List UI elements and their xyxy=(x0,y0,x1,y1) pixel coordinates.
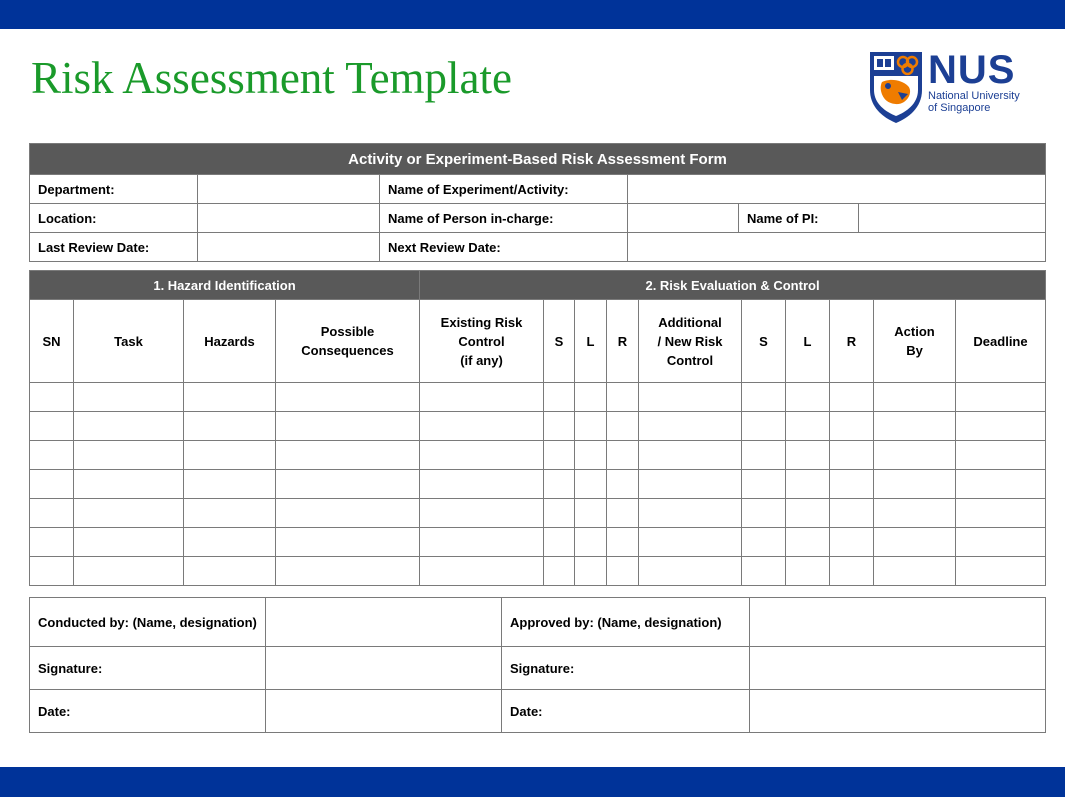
table-cell[interactable] xyxy=(607,557,639,586)
table-cell[interactable] xyxy=(956,441,1046,470)
table-cell[interactable] xyxy=(607,499,639,528)
section-risk-evaluation: 2. Risk Evaluation & Control xyxy=(420,271,1046,300)
table-cell[interactable] xyxy=(786,441,830,470)
table-cell[interactable] xyxy=(544,499,575,528)
section-header-row xyxy=(30,271,1046,300)
table-cell[interactable] xyxy=(276,412,420,441)
table-cell[interactable] xyxy=(639,470,742,499)
col-hazards: Hazards xyxy=(184,300,276,383)
table-cell[interactable] xyxy=(639,557,742,586)
table-cell[interactable] xyxy=(184,528,276,557)
col-consequences: Possible Consequences xyxy=(276,300,420,383)
table-cell[interactable] xyxy=(184,557,276,586)
table-cell[interactable] xyxy=(874,441,956,470)
table-row xyxy=(30,441,1046,470)
table-cell[interactable] xyxy=(830,557,874,586)
pi-label: Name of PI: xyxy=(739,204,859,233)
table-cell[interactable] xyxy=(420,557,544,586)
table-cell[interactable] xyxy=(575,412,607,441)
form-title-row xyxy=(30,144,1046,175)
table-cell[interactable] xyxy=(639,528,742,557)
table-cell[interactable] xyxy=(276,470,420,499)
table-cell[interactable] xyxy=(420,412,544,441)
location-label: Location: xyxy=(30,204,198,233)
table-cell[interactable] xyxy=(30,412,74,441)
form-row xyxy=(30,233,1046,262)
col-additional-control-line: Control xyxy=(666,352,714,368)
date-label-left: Date: xyxy=(30,690,266,733)
table-cell[interactable] xyxy=(742,528,786,557)
bottom-band xyxy=(0,767,1065,797)
table-cell[interactable] xyxy=(607,470,639,499)
col-risk: R xyxy=(607,300,639,383)
table-cell[interactable] xyxy=(830,470,874,499)
table-cell[interactable] xyxy=(956,412,1046,441)
approved-field[interactable] xyxy=(750,598,1046,647)
col-likelihood: L xyxy=(575,300,607,383)
date-label-right: Date: xyxy=(502,690,750,733)
table-cell[interactable] xyxy=(786,383,830,412)
signature-field-left[interactable] xyxy=(266,647,502,690)
table-cell[interactable] xyxy=(607,383,639,412)
table-cell[interactable] xyxy=(30,383,74,412)
table-cell[interactable] xyxy=(575,383,607,412)
conducted-label: Conducted by: (Name, designation) xyxy=(30,598,266,647)
table-cell[interactable] xyxy=(830,499,874,528)
table-cell[interactable] xyxy=(874,528,956,557)
table-cell[interactable] xyxy=(874,383,956,412)
table-cell[interactable] xyxy=(184,441,276,470)
table-cell[interactable] xyxy=(742,383,786,412)
col-residual-risk: R xyxy=(830,300,874,383)
table-cell[interactable] xyxy=(30,528,74,557)
table-cell[interactable] xyxy=(420,441,544,470)
location-field[interactable] xyxy=(198,204,380,233)
department-field[interactable] xyxy=(198,175,380,204)
table-cell[interactable] xyxy=(607,412,639,441)
table-cell[interactable] xyxy=(74,470,184,499)
table-cell[interactable] xyxy=(420,383,544,412)
table-cell[interactable] xyxy=(956,557,1046,586)
col-existing-control-line: (if any) xyxy=(460,352,503,368)
table-cell[interactable] xyxy=(786,470,830,499)
table-cell[interactable] xyxy=(74,499,184,528)
table-cell[interactable] xyxy=(786,499,830,528)
top-band xyxy=(0,0,1065,29)
table-cell[interactable] xyxy=(544,557,575,586)
pi-field[interactable] xyxy=(859,204,1046,233)
conducted-field[interactable] xyxy=(266,598,502,647)
experiment-field[interactable] xyxy=(628,175,1046,204)
table-cell[interactable] xyxy=(830,528,874,557)
form-header-table xyxy=(29,143,1046,262)
col-residual-likelihood: L xyxy=(786,300,830,383)
form-row xyxy=(30,175,1046,204)
next-review-label: Next Review Date: xyxy=(380,233,628,262)
table-cell[interactable] xyxy=(74,528,184,557)
table-row xyxy=(30,557,1046,586)
table-cell[interactable] xyxy=(639,412,742,441)
signoff-row xyxy=(30,598,1046,647)
col-existing-control xyxy=(420,300,544,383)
table-cell[interactable] xyxy=(575,470,607,499)
approved-label: Approved by: (Name, designation) xyxy=(502,598,750,647)
date-field-left[interactable] xyxy=(266,690,502,733)
table-cell[interactable] xyxy=(575,528,607,557)
col-action-by-line: By xyxy=(906,343,923,358)
last-review-field[interactable] xyxy=(198,233,380,262)
table-cell[interactable] xyxy=(830,412,874,441)
table-cell[interactable] xyxy=(276,499,420,528)
logo-line-1: National University xyxy=(928,90,1020,102)
risk-assessment-table xyxy=(29,270,1046,586)
table-cell[interactable] xyxy=(786,412,830,441)
signature-label-right: Signature: xyxy=(502,647,750,690)
col-additional-control xyxy=(639,300,742,383)
table-cell[interactable] xyxy=(544,470,575,499)
table-cell[interactable] xyxy=(956,499,1046,528)
table-cell[interactable] xyxy=(575,441,607,470)
table-cell[interactable] xyxy=(639,441,742,470)
table-cell[interactable] xyxy=(874,499,956,528)
table-cell[interactable] xyxy=(639,499,742,528)
table-cell[interactable] xyxy=(544,441,575,470)
col-sn: SN xyxy=(30,300,74,383)
table-cell[interactable] xyxy=(30,499,74,528)
table-cell[interactable] xyxy=(786,528,830,557)
table-cell[interactable] xyxy=(30,557,74,586)
col-existing-control-line: Existing Risk xyxy=(440,314,523,330)
col-deadline: Deadline xyxy=(956,300,1046,383)
col-existing-control-line: Control xyxy=(458,333,505,349)
table-cell[interactable] xyxy=(830,441,874,470)
col-severity: S xyxy=(544,300,575,383)
table-cell[interactable] xyxy=(184,412,276,441)
table-cell[interactable] xyxy=(420,470,544,499)
table-cell[interactable] xyxy=(956,470,1046,499)
form-title: Activity or Experiment-Based Risk Assessment Form xyxy=(30,144,1046,175)
table-cell[interactable] xyxy=(74,441,184,470)
table-cell[interactable] xyxy=(786,557,830,586)
table-cell[interactable] xyxy=(742,470,786,499)
date-field-right[interactable] xyxy=(750,690,1046,733)
table-cell[interactable] xyxy=(575,557,607,586)
table-cell[interactable] xyxy=(74,557,184,586)
section-hazard-identification: 1. Hazard Identification xyxy=(30,271,420,300)
table-cell[interactable] xyxy=(874,470,956,499)
table-cell[interactable] xyxy=(420,499,544,528)
signoff-table xyxy=(29,597,1046,733)
table-cell[interactable] xyxy=(30,441,74,470)
form-row xyxy=(30,204,1046,233)
table-cell[interactable] xyxy=(742,412,786,441)
table-cell[interactable] xyxy=(74,383,184,412)
person-field[interactable] xyxy=(628,204,739,233)
table-cell[interactable] xyxy=(607,528,639,557)
table-cell[interactable] xyxy=(276,528,420,557)
table-row xyxy=(30,499,1046,528)
assessment-rows xyxy=(30,383,1046,586)
table-cell[interactable] xyxy=(276,383,420,412)
signature-field-right[interactable] xyxy=(750,647,1046,690)
col-residual-severity: S xyxy=(742,300,786,383)
table-cell[interactable] xyxy=(639,383,742,412)
table-cell[interactable] xyxy=(607,441,639,470)
table-cell[interactable] xyxy=(575,499,607,528)
person-label: Name of Person in-charge: xyxy=(380,204,628,233)
table-cell[interactable] xyxy=(874,412,956,441)
table-cell[interactable] xyxy=(956,528,1046,557)
table-cell[interactable] xyxy=(544,528,575,557)
table-cell[interactable] xyxy=(544,412,575,441)
table-cell[interactable] xyxy=(184,470,276,499)
col-action-by xyxy=(874,300,956,383)
table-cell[interactable] xyxy=(420,528,544,557)
last-review-label: Last Review Date: xyxy=(30,233,198,262)
table-cell[interactable] xyxy=(30,470,74,499)
table-cell[interactable] xyxy=(956,383,1046,412)
table-cell[interactable] xyxy=(184,499,276,528)
table-row xyxy=(30,528,1046,557)
signoff-row xyxy=(30,690,1046,733)
table-cell[interactable] xyxy=(742,499,786,528)
nus-logo xyxy=(868,50,1038,125)
col-additional-control-line: Additional xyxy=(658,314,722,330)
table-row xyxy=(30,470,1046,499)
page-title: Risk Assessment Template xyxy=(31,53,513,103)
department-label: Department: xyxy=(30,175,198,204)
table-row xyxy=(30,383,1046,412)
col-task: Task xyxy=(74,300,184,383)
signature-label-left: Signature: xyxy=(30,647,266,690)
table-cell[interactable] xyxy=(74,412,184,441)
logo-line-2: of Singapore xyxy=(928,102,991,114)
table-cell[interactable] xyxy=(544,383,575,412)
next-review-field[interactable] xyxy=(628,233,1046,262)
col-action-by-line: Action xyxy=(894,324,935,339)
table-cell[interactable] xyxy=(276,557,420,586)
col-additional-control-line: / New Risk xyxy=(657,333,723,349)
experiment-label: Name of Experiment/Activity: xyxy=(380,175,628,204)
table-cell[interactable] xyxy=(184,383,276,412)
column-header-row xyxy=(30,300,1046,383)
table-row xyxy=(30,412,1046,441)
logo-wordmark: NUS xyxy=(928,48,1016,92)
table-cell[interactable] xyxy=(742,441,786,470)
signoff-row xyxy=(30,647,1046,690)
nus-crest-icon xyxy=(868,50,924,125)
table-cell[interactable] xyxy=(830,383,874,412)
table-cell[interactable] xyxy=(874,557,956,586)
table-cell[interactable] xyxy=(742,557,786,586)
table-cell[interactable] xyxy=(276,441,420,470)
